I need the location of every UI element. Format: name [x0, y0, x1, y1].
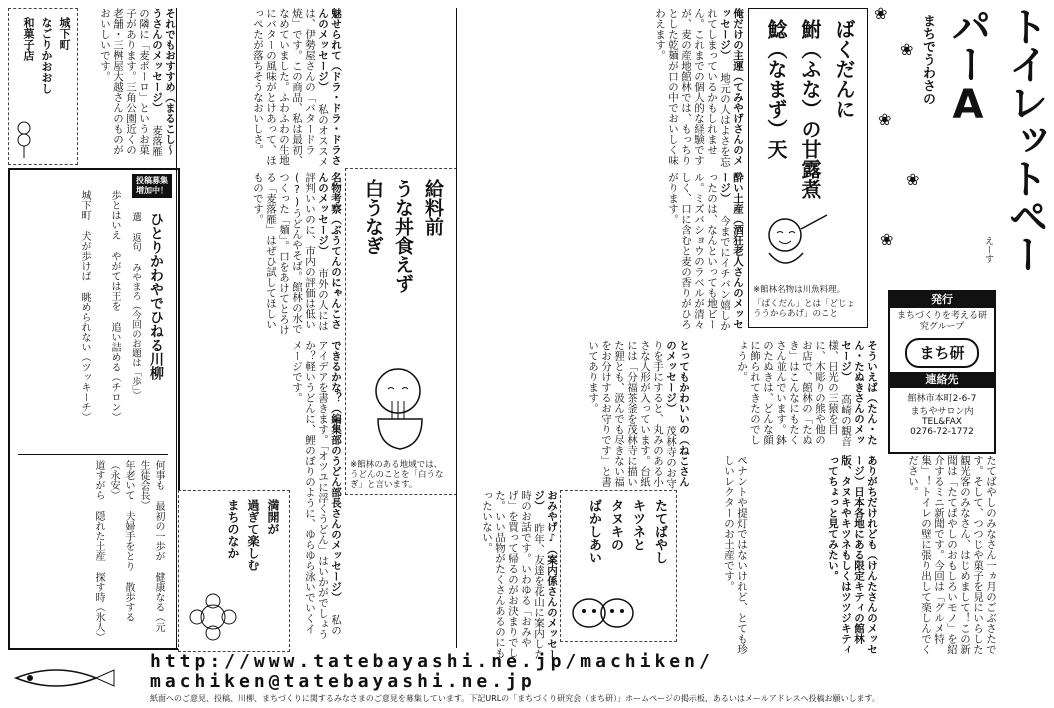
local-note: ありがちだけれども（けんたさんのメッセージ）日本各地にある限定キティの館林版、タヌキやキツネもしくはツツジキティってちょっと見てみたい。	[827, 455, 878, 655]
dora-section	[178, 8, 342, 168]
kitsune-poem	[582, 499, 670, 579]
sakura-illustration	[183, 587, 243, 647]
manjo-poem-line: 過ぎて楽しむ	[246, 499, 260, 571]
koinobori-illustration	[10, 658, 140, 698]
omamori-heading: とってもかわいいの（ねこさんのメッセージ）	[665, 340, 690, 487]
tanuki-section-cont	[690, 340, 752, 452]
kyuryo-poem-line: 白うなぎ	[362, 179, 384, 255]
flower-icon: ❀	[880, 230, 894, 249]
senryu-divider	[18, 454, 168, 455]
nama-heading: 名物考察（ぶうてんのにゃんこさんのメッセージ）	[317, 172, 342, 330]
publisher-issue-label: 発行	[890, 292, 994, 308]
kitsune-poem-line: タヌキの	[608, 499, 623, 551]
kyuryo-poem-line: うな丼食えず	[392, 179, 414, 293]
map-poem-line: 城下町	[58, 17, 71, 50]
orei-body: 地元の人はよさを忘れてしまっているかもしれません。これまでの個人的な経験ですが、麦の産地館林では、もっちりとした乾麺が口の中でおいしく味わえます。	[654, 8, 731, 167]
bakudan-poem-line: 鯰（なまず）天	[764, 19, 788, 159]
kitsune-poem-line: たてばやし	[652, 499, 667, 564]
sake-section	[458, 172, 744, 332]
senryu-item: 何事も 最初の一歩が 健康なる（元生徒会長）	[138, 460, 164, 632]
senryu-item: 道すがら 隠れた土産 探す時（氷人）	[93, 460, 104, 642]
senryu-item: 年老いて 夫婦手をとり 散歩する（永安）	[108, 460, 134, 622]
orei-section	[458, 8, 744, 168]
kyuryo-poem-box	[345, 168, 457, 495]
publisher-contact-label: 連絡先	[890, 372, 994, 388]
local-note-tail: ペナントや提灯ではないけれど、とても珍しいレクターのお土産です。	[723, 455, 748, 655]
flower-icon: ❀	[874, 4, 888, 23]
kitsune-poem-line: キツネと	[630, 499, 645, 551]
manjo-poem-line: 満開が	[266, 499, 280, 535]
footer	[0, 652, 1000, 708]
bakudan-caption-a: ※館林名物は川魚料理。	[753, 285, 846, 295]
manjo-poem	[223, 499, 283, 599]
sake-body: 今までにイチバン嬉しかったのは、なんといっても地ビール。ミズバショウのラベルが清々しく、口に含むと麦の香りがひろがります。	[667, 172, 731, 331]
flower-icon: ❀	[900, 40, 914, 59]
bakudan-poem	[759, 19, 861, 229]
wagashi-section	[80, 8, 176, 163]
miyage-body: 昨年、友達を花山に案内した時のお話です。いわゆる「おみやげ」を買って帰るのがお決まりでした。いい品物がたくさんあるのにもったいない。	[481, 490, 545, 660]
wagashi-body: 麦落雁の隣に「麦ポーロ」というお菓子があります。三角公園近くの老舗・三桝屋大越さんのものがおいしいです。	[99, 8, 163, 157]
fisherman-illustration	[755, 209, 835, 279]
bakudan-poem-line: 鮒（ふな）の甘露煮	[798, 19, 822, 199]
bakudan-caption-b: 「ばくだん」とは「どじょううからあげ」のこと	[753, 299, 856, 319]
nama-body: 市外の人には評判いいのに、市内の評価は低い(?)うどんやそば。館林の水でつくった「麺」。口をあけてとろける「麦落雁」はぜひ試してほしいものです。	[252, 172, 329, 335]
kyuryo-poem-line: 給料前	[422, 179, 444, 236]
kitsune-poem-box	[560, 490, 677, 642]
publisher-org: まちづくりを考える研究グループ	[897, 311, 987, 332]
nama-section	[178, 172, 342, 337]
bakudan-poem-line: ばくだんに	[832, 19, 856, 119]
masthead-title: トイレットペーパーA	[945, 6, 1048, 272]
senryu-title: ひとりかわやでひねる川柳	[148, 212, 164, 380]
senryu-editor: 選 返句 みやまろ（今回のお題は「歩」）	[130, 212, 141, 401]
publisher-tel: 0276-72-1772	[910, 427, 974, 437]
publisher-address: 館林市本町2-6-7	[907, 394, 977, 404]
wagashi-heading: それでもおすすめ（まるこし〜うさんのメッセージ）	[151, 8, 176, 155]
miyage-heading: おみやげ♪（案内係さんのメッセージ）	[533, 490, 558, 660]
orei-heading: 俺だけの主運（てみやげさんのメッセージ）	[719, 8, 744, 166]
manjo-poem-box	[178, 490, 290, 652]
fox-tanuki-illustration	[567, 585, 637, 635]
publisher-salon: まちやサロン内	[910, 407, 974, 417]
miyage-section	[458, 490, 558, 660]
sake-heading: 酔い土産（酒狂老人さんのメッセージ）	[719, 172, 744, 330]
masthead-ruby: えーす	[983, 236, 993, 263]
senryu-badge: 投稿募集 増加中！	[132, 174, 172, 198]
omamori-body: 茂林寺のお守りを手にすると、丸みのある小さな人形が入っています。台紙には「分福茶釜を茂林寺に描いた狸とも、汲んでも尽きない福をお分けするお守りです」と書いてあります。	[587, 340, 677, 489]
kyuryo-caption: ※館林のある地域では、うどんのことを「白うなぎ」と言います。	[350, 460, 444, 490]
footer-email: machiken@tatebayashi.ne.jp	[150, 671, 536, 692]
map-poem-line: なごりかおおし	[40, 17, 53, 94]
kitsune-poem-line: ばかしあい	[586, 499, 601, 564]
dango-illustration	[11, 120, 37, 160]
column-divider	[456, 8, 457, 648]
masthead-kicker: まちでうわさの	[920, 14, 935, 105]
senryu-item: 城下町 犬が歩けば 眺められない（ツッキーチ）	[79, 190, 90, 422]
udon-body: 私のアイデアを書きます。「オツユに浮くうどん」はいかがでしょうか？軽いうどんに、鯉のぼりのように、ゆらゆら泳いでいくイメージです。	[291, 340, 342, 640]
masthead	[870, 0, 1048, 290]
footer-url: http://www.tatebayashi.ne.jp/machiken/	[150, 651, 714, 672]
publisher-logo: まち研	[905, 338, 979, 368]
omamori-section	[458, 340, 690, 490]
tanuki-section	[736, 340, 878, 452]
kyuryo-poem	[358, 179, 448, 349]
manjo-poem-line: まちのなか	[226, 499, 240, 559]
publisher-box	[888, 290, 996, 454]
bakudan-poem-box	[748, 8, 868, 328]
flower-icon: ❀	[906, 170, 920, 189]
dora-heading: 魅せられて（ドラ・ドラ・ドラさんのメッセージ）	[317, 8, 342, 166]
wagashi-map-box	[8, 8, 78, 165]
footer-note: 紙面へのご意見、投稿、川柳、まちづくりに関するみなさまのご意見を募集しています。下記URLの「まちづくり研究会（まち研）」ホームページの掲示板、あるいはメールアドレスへ投稿お願いします。	[150, 694, 880, 703]
intro-text: たてばやしのみなさん一ヵ月のごぶさたです。そして、つつじや菓子を見にいらした観光客のみなさん、はじめまして！この新聞は「たてばやしのおもしろいモノ」を紹介するミニ新聞です。今回は「グルメ特集」！トイレの壁に張り出して楽しんでください。	[907, 455, 997, 655]
publisher-tel-label: TEL&FAX	[922, 417, 962, 427]
udon-heading: できるかな？（編集部のうどん部長さんのメッセージ）	[330, 340, 342, 603]
noodle-eater-illustration	[352, 359, 448, 459]
tanuki-body: 高崎の観音様、日光の三猿を目に、木彫りの熊や他のお店で、館林の「たぬき」はこんなにもたくさん並んでいます。鉢のたぬきは、どんな顔に飾られてきたのでしょうか。	[736, 340, 852, 447]
senryu-item: 歩とはいえ やがては王を 追い詰める（チロン）	[109, 190, 120, 422]
tanuki-heading: そういえば（たん・たん・たぬきさんのメッセージ）	[840, 340, 878, 445]
dora-body: 私のオススメは、伊勢屋さんの「バタードラ焼」です。この商品、私は最初、なめていました。ふわふわの生地にバターの風味がとけあって、ほっぺたが落ちそうなおいしさ。	[252, 8, 329, 167]
map-poem-line: 和菓子店	[22, 17, 35, 61]
wagashi-map-poem	[19, 17, 73, 127]
column-divider	[176, 8, 177, 648]
senryu-box	[8, 168, 180, 650]
flower-icon: ❀	[878, 110, 892, 129]
